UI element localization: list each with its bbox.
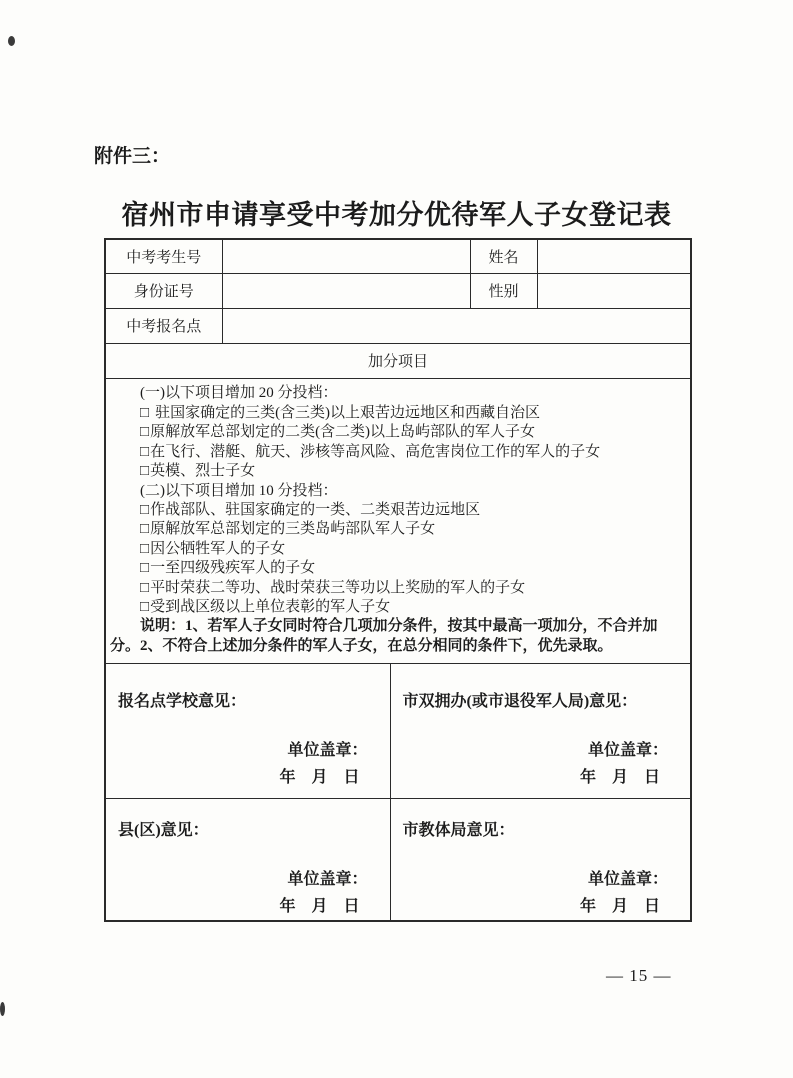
bonus-option-row xyxy=(110,559,686,578)
bonus-option-label: 一至四级残疾军人的子女 xyxy=(150,560,316,577)
gender-value-cell xyxy=(537,273,691,308)
exam-no-value-cell xyxy=(222,239,470,273)
bonus-items-cell xyxy=(105,378,691,663)
checkbox-icon: □ xyxy=(140,540,150,557)
bonus-option-label: 英模、烈士子女 xyxy=(150,463,256,480)
bonus-option-row xyxy=(110,462,686,481)
opinion-title: 市教体局意见： xyxy=(402,821,515,839)
bonus-tier2-heading: (二)以下项目增加 10 分投档： xyxy=(140,482,338,499)
checkbox-icon: □ xyxy=(140,463,150,480)
gender-label-cell: 性别 xyxy=(470,273,537,308)
checkbox-icon: □ xyxy=(140,598,150,615)
checkbox-icon: □ xyxy=(140,424,150,441)
bonus-option-label: 作战部队、驻国家确定的一类、二类艰苦边远地区 xyxy=(150,501,481,518)
bonus-option-label: 平时荣获二等功、战时荣获三等功以上奖励的军人的子女 xyxy=(150,579,526,596)
bonus-option-row xyxy=(110,520,686,539)
opinion-county-cell xyxy=(105,798,390,921)
page-number: — 15 — xyxy=(606,966,672,985)
seal-label: 单位盖章： xyxy=(587,870,668,888)
opinion-school-cell xyxy=(105,663,390,798)
bonus-option-row xyxy=(110,579,686,598)
exam-no-label-cell: 中考考生号 xyxy=(105,239,222,273)
reg-point-value-cell xyxy=(222,308,691,343)
scan-artifact xyxy=(0,1002,5,1016)
opinion-title: 县(区)意见： xyxy=(118,821,209,839)
date-label: 年 月 日 xyxy=(579,897,660,915)
bonus-option-row xyxy=(110,423,686,442)
date-label: 年 月 日 xyxy=(279,897,360,915)
bonus-tier1-heading: (一)以下项目增加 20 分投档： xyxy=(140,385,338,402)
opinion-shuangyong-office-cell xyxy=(390,663,691,798)
checkbox-icon: □ xyxy=(140,560,150,577)
checkbox-icon: □ xyxy=(140,579,150,596)
bonus-option-label: 原解放军总部划定的二类(含二类)以上岛屿部队的军人子女 xyxy=(150,424,536,441)
seal-label: 单位盖章： xyxy=(287,742,368,759)
name-label-cell: 姓名 xyxy=(470,239,537,273)
checkbox-icon: □ xyxy=(140,521,150,538)
bonus-note: 说明：1、若军人子女同时符合几项加分条件，按其中最高一项加分，不合并加分。2、不符合上述加分条件的军人子女，在总分相同的条件下，优先录取。 xyxy=(110,618,658,654)
bonus-option-label: 驻国家确定的三类(含三类)以上艰苦边远地区和西藏自治区 xyxy=(155,404,541,421)
seal-label: 单位盖章： xyxy=(287,870,368,888)
bonus-option-label: 原解放军总部划定的三类岛屿部队军人子女 xyxy=(150,521,436,538)
opinion-title: 市双拥办(或市退役军人局)意见： xyxy=(402,693,638,710)
bonus-option-label: 因公牺牲军人的子女 xyxy=(150,540,286,557)
checkbox-icon: □ xyxy=(140,501,150,518)
date-label: 年 月 日 xyxy=(279,769,360,786)
bonus-option-row xyxy=(110,443,686,462)
scan-artifact xyxy=(8,36,15,46)
date-label: 年 月 日 xyxy=(579,769,660,786)
bonus-option-row xyxy=(110,501,686,520)
attachment-label: 附件三： xyxy=(94,146,171,167)
bonus-section-header: 加分项目 xyxy=(105,343,691,378)
bonus-option-row xyxy=(110,598,686,617)
opinion-title: 报名点学校意见： xyxy=(118,693,247,710)
bonus-option-label: 受到战区级以上单位表彰的军人子女 xyxy=(150,598,391,615)
bonus-option-label: 在飞行、潜艇、航天、涉核等高风险、高危害岗位工作的军人的子女 xyxy=(150,443,601,460)
bonus-option-row xyxy=(110,404,686,423)
checkbox-icon: □ xyxy=(140,404,150,421)
id-no-label-cell: 身份证号 xyxy=(105,273,222,308)
name-value-cell xyxy=(537,239,691,273)
checkbox-icon: □ xyxy=(140,443,150,460)
bonus-option-row xyxy=(110,540,686,559)
opinion-education-bureau-cell xyxy=(390,798,691,921)
form-title: 宿州市申请享受中考加分优待军人子女登记表 xyxy=(121,200,672,230)
registration-form-table xyxy=(104,238,692,922)
reg-point-label-cell: 中考报名点 xyxy=(105,308,222,343)
id-no-value-cell xyxy=(222,273,470,308)
seal-label: 单位盖章： xyxy=(587,742,668,759)
